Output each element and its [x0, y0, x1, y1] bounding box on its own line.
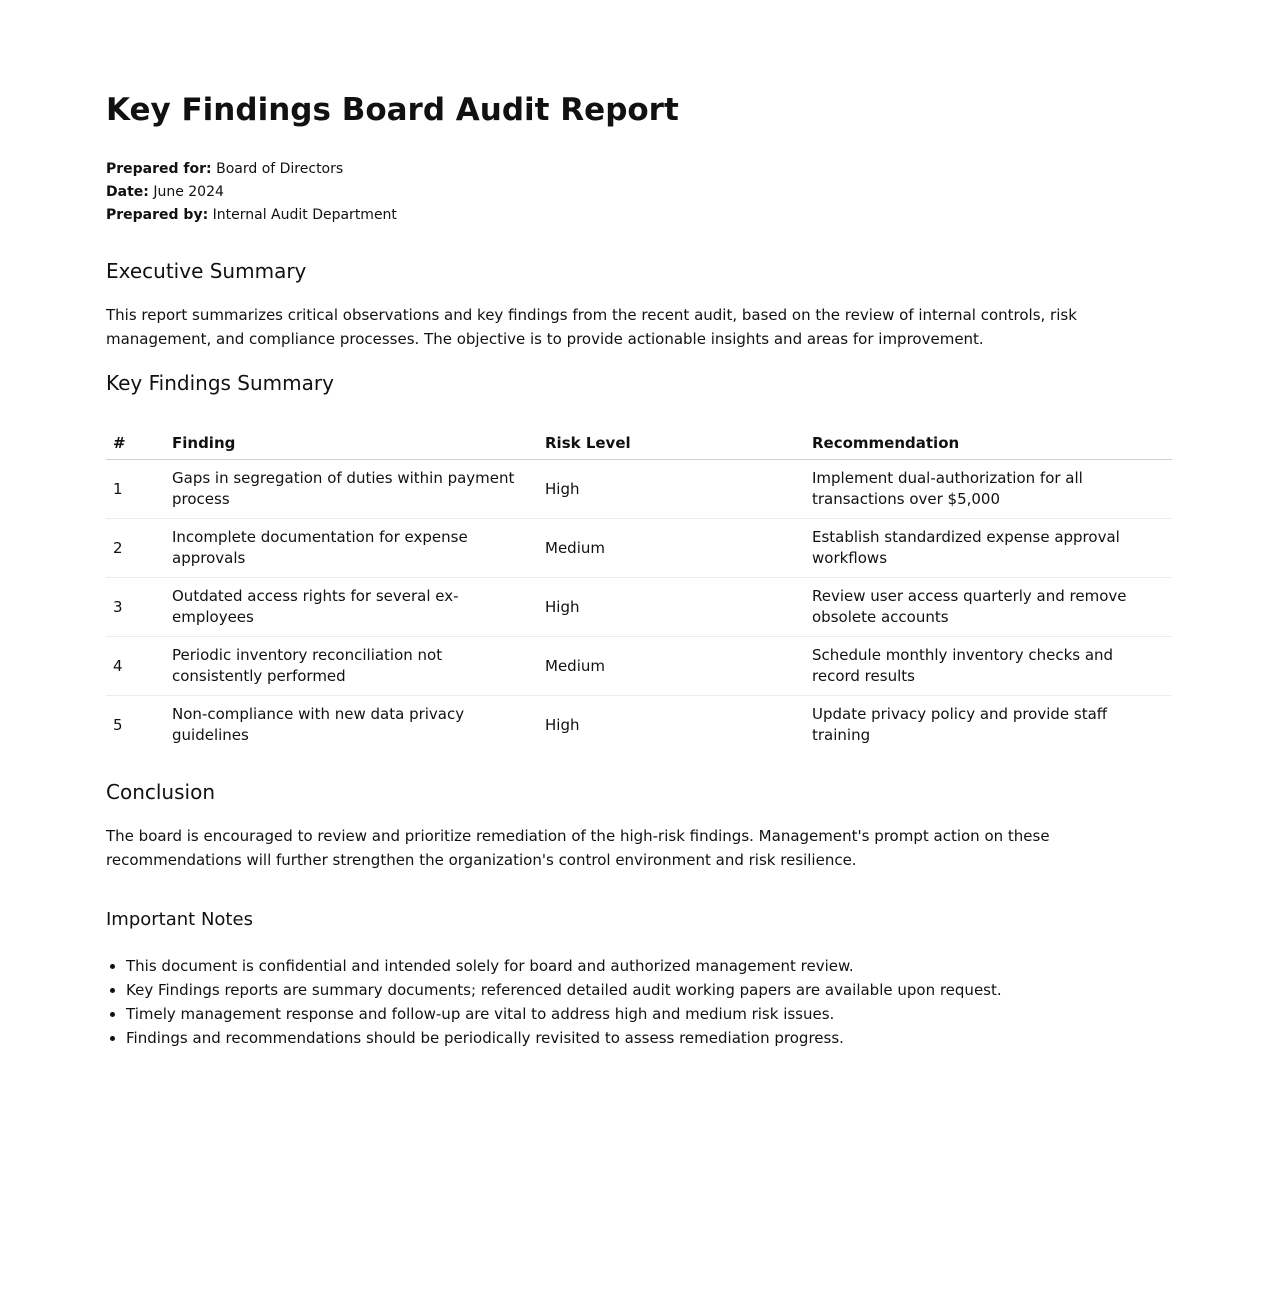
- list-item: • Key Findings reports are summary documents; referenced detailed audit working papers are available upon request.: [126, 978, 1172, 1002]
- key-findings-heading: Key Findings Summary: [106, 371, 334, 395]
- table-row: [106, 696, 1172, 755]
- meta-prepared-by: [106, 204, 1172, 227]
- recommendation-text: Update privacy policy and provide staff training: [812, 705, 1108, 744]
- column-header-risk: Risk Level: [538, 423, 805, 460]
- prepared-for-label: Prepared for:: [106, 161, 212, 177]
- column-header-number: #: [106, 423, 165, 460]
- finding-number: 3: [106, 578, 165, 637]
- table-row: [106, 578, 1172, 637]
- report-meta: [106, 158, 1172, 227]
- risk-level: High: [538, 460, 805, 519]
- finding-number: 4: [106, 637, 165, 696]
- findings-table: [106, 423, 1172, 754]
- finding-text: Outdated access rights for several ex-employees: [165, 578, 538, 637]
- date-value: June 2024: [153, 184, 224, 200]
- finding-text: Periodic inventory reconciliation not consistently performed: [165, 637, 538, 696]
- finding-text: Gaps in segregation of duties within payment process: [165, 460, 538, 519]
- meta-prepared-for: [106, 158, 1172, 181]
- notes-list: [106, 954, 1172, 1050]
- column-header-finding: Finding: [165, 423, 538, 460]
- executive-summary-text: This report summarizes critical observations and key findings from the recent audit, based on the review of internal controls, risk management, and compliance processes. The objective is to provide actionable insights and areas for improvement.: [106, 306, 1077, 348]
- prepared-by-label: Prepared by:: [106, 207, 209, 223]
- important-notes-heading: Important Notes: [106, 909, 253, 930]
- risk-level: Medium: [538, 637, 805, 696]
- risk-level: High: [545, 715, 580, 734]
- list-item: • Timely management response and follow-up are vital to address high and medium risk issues.: [126, 1002, 1172, 1026]
- finding-number: 2: [106, 519, 165, 578]
- table-row: [106, 460, 1172, 519]
- recommendation-text: Establish standardized expense approval workflows: [805, 519, 1172, 578]
- prepared-for-value: Board of Directors: [216, 161, 344, 177]
- risk-level: High: [538, 578, 805, 637]
- page-title: Key Findings Board Audit Report: [106, 92, 679, 128]
- risk-level: Medium: [538, 519, 805, 578]
- prepared-by-value: Internal Audit Department: [212, 207, 397, 223]
- table-row: [106, 519, 1172, 578]
- conclusion-heading: Conclusion: [106, 780, 215, 804]
- table-header-row: [106, 423, 1172, 460]
- recommendation-text: Review user access quarterly and remove obsolete accounts: [805, 578, 1172, 637]
- table-row: [106, 637, 1172, 696]
- column-header-recommendation: Recommendation: [805, 423, 1172, 460]
- meta-date: [106, 181, 1172, 204]
- recommendation-text: Schedule monthly inventory checks and record results: [805, 637, 1172, 696]
- finding-text: Incomplete documentation for expense approvals: [165, 519, 538, 578]
- date-label: Date:: [106, 184, 149, 200]
- recommendation-text: Implement dual-authorization for all transactions over $5,000: [805, 460, 1172, 519]
- finding-text: Non-compliance with new data privacy guidelines: [172, 705, 465, 744]
- executive-summary-heading: Executive Summary: [106, 259, 307, 283]
- finding-number: 5: [113, 715, 123, 734]
- list-item: • Findings and recommendations should be periodically revisited to assess remediation progress.: [126, 1026, 1172, 1050]
- finding-number: 1: [106, 460, 165, 519]
- list-item: • This document is confidential and intended solely for board and authorized management review.: [126, 954, 1172, 978]
- conclusion-text: The board is encouraged to review and prioritize remediation of the high-risk findings. Management's prompt action on these recommendations will further strengthen the organization's control environment and risk resilience.: [106, 827, 1050, 869]
